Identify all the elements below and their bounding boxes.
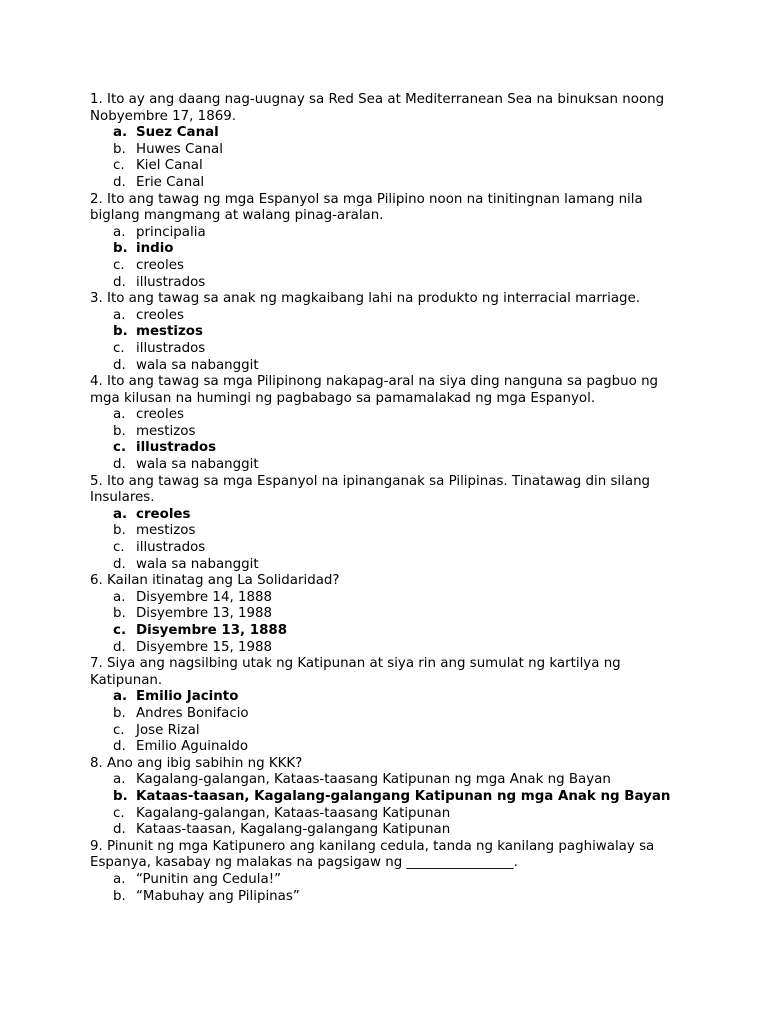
choice-letter: a. — [113, 506, 128, 522]
choice-item — [90, 424, 680, 441]
choice-text: Kiel Canal — [136, 158, 203, 174]
choice-text: illustrados — [136, 274, 206, 290]
question-text: 6. Kailan itinatag ang La Solidaridad? — [90, 573, 340, 589]
choice-letter: b. — [113, 888, 126, 904]
choice-letter: c. — [113, 540, 125, 556]
choice-text: creoles — [136, 257, 184, 273]
choice-letter: d. — [113, 357, 126, 373]
choice-item — [90, 889, 680, 906]
choice-text: mestizos — [136, 324, 203, 340]
question-block — [90, 291, 680, 374]
choice-text: “Punitin ang Cedula!” — [136, 871, 282, 887]
choice-list — [90, 590, 680, 656]
choice-item — [90, 557, 680, 574]
choice-text: illustrados — [136, 540, 206, 556]
choice-text: Disyembre 15, 1988 — [136, 639, 273, 655]
question-block — [90, 839, 680, 905]
choice-item — [90, 457, 680, 474]
choice-letter: b. — [113, 606, 126, 622]
choice-text: creoles — [136, 407, 184, 423]
choice-item-answer — [90, 440, 680, 457]
choice-item — [90, 606, 680, 623]
choice-letter: d. — [113, 274, 126, 290]
question-block — [90, 192, 680, 292]
choice-letter: b. — [113, 423, 126, 439]
choice-letter: a. — [113, 224, 126, 240]
choice-text: “Mabuhay ang Pilipinas” — [136, 888, 300, 904]
choice-item-answer — [90, 507, 680, 524]
choice-letter: a. — [113, 307, 126, 323]
question-text: 9. Pinunit ng mga Katipunero ang kanilang cedula, tanda ng kanilang paghiwalay sa Espanya, kasabay ng malakas na pagsigaw ng ________________. — [90, 838, 655, 871]
choice-text: creoles — [136, 307, 184, 323]
choice-letter: d. — [113, 639, 126, 655]
choice-item — [90, 275, 680, 292]
choice-letter: a. — [113, 689, 128, 705]
choice-letter: b. — [113, 141, 126, 157]
choice-text: indio — [136, 241, 174, 257]
choice-text: Disyembre 13, 1988 — [136, 606, 273, 622]
choice-text: principalia — [136, 224, 206, 240]
question-text: 3. Ito ang tawag sa anak ng magkaibang lahi na produkto ng interracial marriage. — [90, 291, 641, 307]
choice-letter: b. — [113, 324, 128, 340]
question-text: 5. Ito ang tawag sa mga Espanyol na ipinanganak sa Pilipinas. Tinatawag din silang Insulares. — [90, 473, 651, 506]
choice-item-answer — [90, 241, 680, 258]
choice-item-answer — [90, 324, 680, 341]
choice-item — [90, 407, 680, 424]
choice-text: Andres Bonifacio — [136, 705, 249, 721]
choice-text: mestizos — [136, 523, 196, 539]
choice-item — [90, 723, 680, 740]
choice-item-answer — [90, 125, 680, 142]
choice-item — [90, 822, 680, 839]
choice-text: creoles — [136, 506, 191, 522]
choice-letter: c. — [113, 440, 127, 456]
question-text: 7. Siya ang nagsilbing utak ng Katipunan at siya rin ang sumulat ng kartilya ng Katipunan. — [90, 656, 621, 688]
choice-letter: b. — [113, 241, 128, 257]
choice-text: Suez Canal — [136, 125, 219, 141]
choice-text: Emilio Jacinto — [136, 689, 239, 705]
choice-text: Kagalang-galangan, Kataas-taasang Katipunan — [136, 805, 451, 821]
choice-item-answer — [90, 789, 680, 806]
choice-text: Disyembre 14, 1888 — [136, 589, 273, 605]
choice-letter: d. — [113, 556, 126, 572]
choice-list — [90, 125, 680, 191]
choice-item — [90, 706, 680, 723]
question-block — [90, 92, 680, 192]
choice-item — [90, 772, 680, 789]
question-list — [90, 92, 680, 905]
choice-letter: c. — [113, 158, 125, 174]
choice-letter: c. — [113, 257, 125, 273]
choice-letter: a. — [113, 871, 126, 887]
choice-item — [90, 142, 680, 159]
choice-item — [90, 590, 680, 607]
choice-text: Huwes Canal — [136, 141, 223, 157]
choice-list — [90, 407, 680, 473]
choice-text: Erie Canal — [136, 174, 205, 190]
question-text: 8. Ano ang ibig sabihin ng KKK? — [90, 755, 303, 771]
question-block — [90, 374, 680, 474]
question-text: 4. Ito ang tawag sa mga Pilipinong nakapag-aral na siya ding nanguna sa pagbuo ng mga kilusan na humingi ng pagbabago sa pamamalakad ng mga Espanyol. — [90, 374, 659, 406]
question-block — [90, 756, 680, 839]
choice-item-answer — [90, 623, 680, 640]
question-block — [90, 573, 680, 656]
choice-list — [90, 872, 680, 905]
choice-letter: a. — [113, 589, 126, 605]
choice-letter: d. — [113, 457, 126, 473]
choice-item — [90, 640, 680, 657]
question-text: 2. Ito ang tawag ng mga Espanyol sa mga Pilipino noon na tinitingnan lamang nila biglang mangmang at walang pinag-aralan. — [90, 191, 643, 224]
choice-letter: d. — [113, 174, 126, 190]
choice-list — [90, 772, 680, 838]
choice-list — [90, 507, 680, 573]
choice-text: wala sa nabanggit — [136, 457, 259, 473]
choice-item — [90, 258, 680, 275]
choice-letter: c. — [113, 805, 125, 821]
choice-list — [90, 308, 680, 374]
choice-item — [90, 225, 680, 242]
choice-list — [90, 225, 680, 291]
choice-item — [90, 158, 680, 175]
choice-item — [90, 540, 680, 557]
choice-letter: c. — [113, 340, 125, 356]
choice-letter: a. — [113, 125, 128, 141]
question-block — [90, 656, 680, 756]
choice-text: illustrados — [136, 440, 217, 456]
choice-letter: b. — [113, 705, 126, 721]
choice-item — [90, 739, 680, 756]
choice-letter: a. — [113, 407, 126, 423]
choice-letter: b. — [113, 788, 128, 804]
choice-list — [90, 689, 680, 755]
choice-letter: d. — [113, 822, 126, 838]
choice-text: illustrados — [136, 340, 206, 356]
choice-text: mestizos — [136, 423, 196, 439]
choice-item — [90, 175, 680, 192]
quiz-document — [90, 92, 680, 905]
choice-text: wala sa nabanggit — [136, 357, 259, 373]
choice-text: Emilio Aguinaldo — [136, 739, 249, 755]
choice-item — [90, 341, 680, 358]
choice-item — [90, 308, 680, 325]
question-text: 1. Ito ay ang daang nag-uugnay sa Red Sea at Mediterranean Sea na binuksan noong Nobyembre 17, 1869. — [90, 92, 665, 124]
choice-text: Disyembre 13, 1888 — [136, 623, 288, 638]
choice-item — [90, 358, 680, 375]
choice-item — [90, 872, 680, 889]
choice-item — [90, 806, 680, 823]
choice-letter: b. — [113, 523, 126, 539]
choice-letter: c. — [113, 623, 127, 638]
choice-text: Kagalang-galangan, Kataas-taasang Katipunan ng mga Anak ng Bayan — [136, 772, 611, 788]
choice-letter: c. — [113, 722, 125, 738]
choice-letter: a. — [113, 772, 126, 788]
choice-text: Kataas-taasan, Kagalang-galangang Katipunan ng mga Anak ng Bayan — [136, 788, 671, 804]
choice-item-answer — [90, 689, 680, 706]
choice-text: Jose Rizal — [136, 722, 200, 738]
question-block — [90, 474, 680, 574]
choice-text: wala sa nabanggit — [136, 556, 259, 572]
choice-letter: d. — [113, 739, 126, 755]
choice-text: Kataas-taasan, Kagalang-galangang Katipunan — [136, 822, 451, 838]
choice-item — [90, 523, 680, 540]
